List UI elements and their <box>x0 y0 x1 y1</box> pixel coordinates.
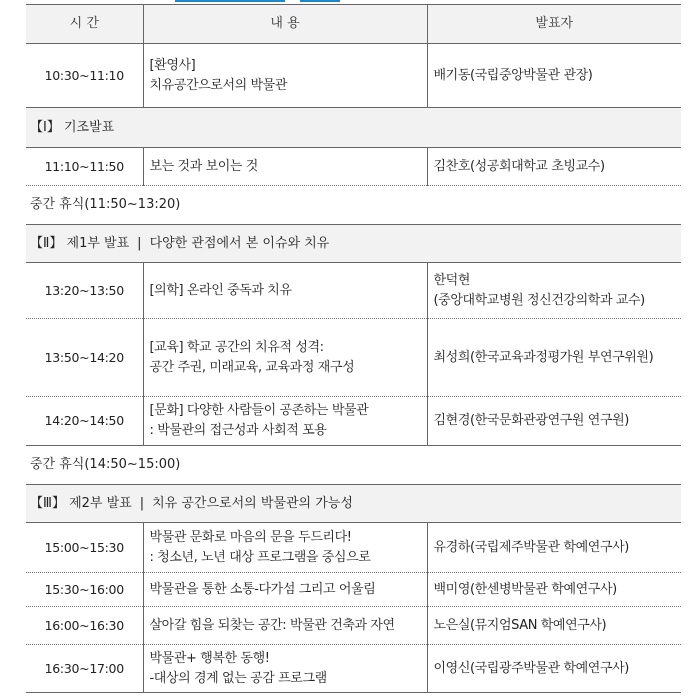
table-row <box>26 397 681 446</box>
row-content <box>143 523 427 573</box>
section-subtitle: 치유 공간으로서의 박물관의 가능성 <box>152 495 353 511</box>
row-content: 보는 것과 보이는 것 <box>143 148 427 186</box>
section-subtitle: 다양한 관점에서 본 이슈와 치유 <box>149 235 330 251</box>
row-speaker <box>427 263 681 319</box>
section-header <box>26 225 681 263</box>
row-time: 10:30~11:10 <box>26 44 143 108</box>
row-content <box>143 645 427 693</box>
row-speaker: 노은실(뮤지엄SAN 학예연구사) <box>427 607 681 645</box>
content-line: -대상의 경계 없는 공감 프로그램 <box>149 670 327 686</box>
top-link-underline <box>0 0 700 3</box>
content-line: 박물관 문화로 마음의 문을 두드리다! <box>149 529 352 545</box>
table-row <box>26 645 681 693</box>
content-line: : 박물관의 접근성과 사회적 포용 <box>149 423 327 438</box>
row-speaker: 백미영(한센병박물관 학예연구사) <box>427 573 681 607</box>
column-header-speaker: 발표자 <box>427 5 681 44</box>
row-content: [의학] 온라인 중독과 치유 <box>143 263 427 319</box>
row-content: 살아갈 힘을 되찾는 공간: 박물관 건축과 자연 <box>143 607 427 645</box>
section-title: 【Ⅰ】 기조발표 <box>26 108 681 148</box>
content-line: : 청소년, 노년 대상 프로그램을 중심으로 <box>149 549 371 565</box>
table-header-row <box>26 5 681 44</box>
content-line: 공간 주권, 미래교육, 교육과정 재구성 <box>149 359 355 375</box>
row-time: 13:20~13:50 <box>26 263 143 319</box>
table-row <box>26 148 681 186</box>
table-row <box>26 573 681 607</box>
break-row <box>26 186 681 225</box>
content-line: [문화] 다양한 사람들이 공존하는 박물관 <box>149 403 369 418</box>
row-time: 16:00~16:30 <box>26 607 143 645</box>
row-content <box>143 319 427 397</box>
section-header <box>26 108 681 148</box>
row-content: 박물관을 통한 소통-다가섬 그리고 어울림 <box>143 573 427 607</box>
section-title: 【Ⅲ】 제2부 발표 <box>30 495 132 511</box>
content-line: 박물관+ 행복한 동행! <box>149 650 270 666</box>
row-time: 15:00~15:30 <box>26 523 143 573</box>
break-row <box>26 446 681 485</box>
content-line: 치유공간으로서의 박물관 <box>149 77 287 93</box>
row-speaker: 유경하(국립제주박물관 학예연구사) <box>427 523 681 573</box>
table-row <box>26 44 681 108</box>
row-content <box>143 44 427 108</box>
schedule-table <box>26 4 681 693</box>
row-speaker: 김찬호(성공회대학교 초빙교수) <box>427 148 681 186</box>
content-line: [교육] 학교 공간의 치유적 성격: <box>149 339 324 355</box>
table-row <box>26 319 681 397</box>
column-header-content: 내 용 <box>143 5 427 44</box>
break-label: 중간 휴식(14:50~15:00) <box>26 446 681 485</box>
row-time: 13:50~14:20 <box>26 319 143 397</box>
content-line: [환영사] <box>149 57 196 73</box>
table-row <box>26 523 681 573</box>
section-divider: | <box>139 495 145 511</box>
row-speaker: 김현경(한국문화관광연구원 연구원) <box>427 397 681 446</box>
break-label: 중간 휴식(11:50~13:20) <box>26 186 681 225</box>
section-title-cell <box>26 485 681 523</box>
speaker-line: 한덕현 <box>433 272 470 288</box>
row-content <box>143 397 427 446</box>
row-time: 15:30~16:00 <box>26 573 143 607</box>
speaker-line: (중앙대학교병원 정신건강의학과 교수) <box>433 292 645 308</box>
section-title: 【Ⅱ】 제1부 발표 <box>30 235 130 251</box>
section-title-cell <box>26 225 681 263</box>
row-time: 14:20~14:50 <box>26 397 143 446</box>
row-time: 16:30~17:00 <box>26 645 143 693</box>
row-speaker: 최성희(한국교육과정평가원 부연구위원) <box>427 319 681 397</box>
section-divider: | <box>137 235 142 251</box>
row-speaker: 배기동(국립중앙박물관 관장) <box>427 44 681 108</box>
row-speaker: 이영신(국립광주박물관 학예연구사) <box>427 645 681 693</box>
row-time: 11:10~11:50 <box>26 148 143 186</box>
column-header-time: 시 간 <box>26 5 143 44</box>
table-row <box>26 607 681 645</box>
section-header <box>26 485 681 523</box>
table-row <box>26 263 681 319</box>
